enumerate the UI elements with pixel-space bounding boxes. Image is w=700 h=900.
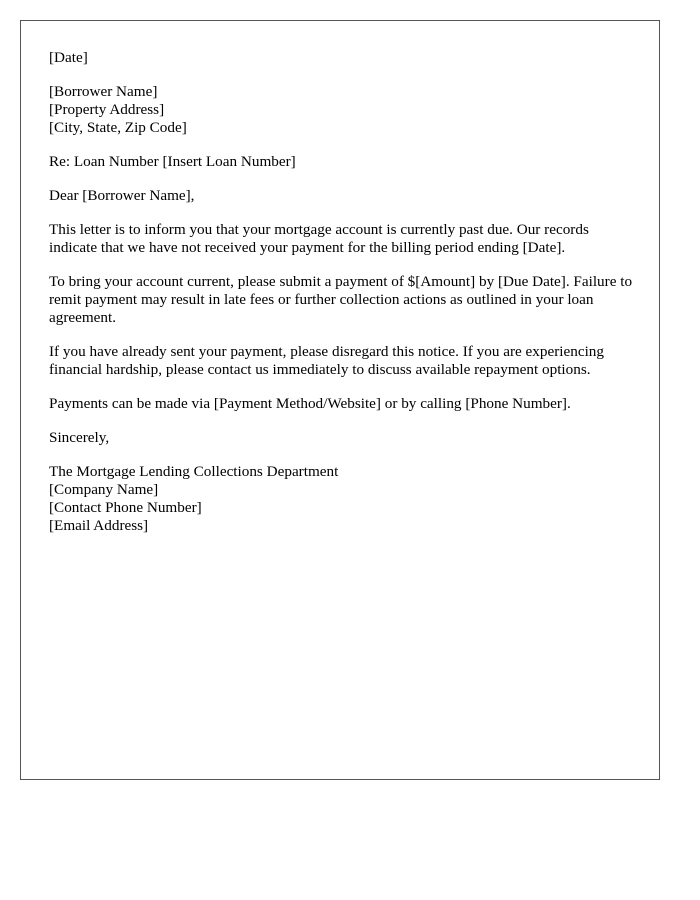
recipient-name: [Borrower Name] [49,83,158,100]
paragraph-payment-request: To bring your account current, please submit a payment of $[Amount] by [Due Date]. Failure to remit payment may result in late fees or further collection actions as outlined in your loan agreement. [49,273,633,326]
recipient-address: [Property Address] [49,101,165,118]
recipient-address-block [49,83,639,137]
letter-date [49,49,639,67]
signature-block [49,463,639,535]
paragraph-past-due: This letter is to inform you that your mortgage account is currently past due. Our records indicate that we have not received your payment for the billing period ending [Date]. [49,221,589,256]
signature-company: [Company Name] [49,481,159,498]
paragraph-hardship: If you have already sent your payment, please disregard this notice. If you are experiencing financial hardship, please contact us immediately to discuss available repayment options. [49,343,604,378]
letter-page [20,20,660,780]
recipient-city-state-zip: [City, State, Zip Code] [49,119,187,136]
signature-phone: [Contact Phone Number] [49,499,202,516]
letter-body [49,49,639,551]
paragraph-payment-methods: Payments can be made via [Payment Method/Website] or by calling [Phone Number]. [49,395,571,412]
signature-department: The Mortgage Lending Collections Department [49,463,339,480]
closing: Sincerely, [49,429,110,446]
date-text: [Date] [49,49,88,66]
salutation: Dear [Borrower Name], [49,187,195,204]
signature-email: [Email Address] [49,517,149,534]
re-line: Re: Loan Number [Insert Loan Number] [49,153,296,170]
